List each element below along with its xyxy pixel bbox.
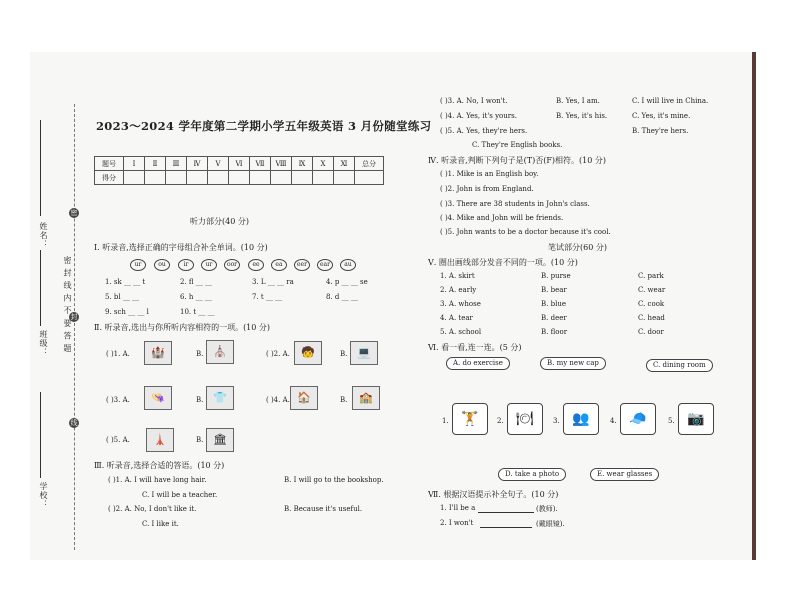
score-cell[interactable] xyxy=(145,171,166,185)
score-table-score-row xyxy=(95,171,384,185)
picture-number: 3. xyxy=(553,417,560,425)
q2-option-b: B. xyxy=(196,436,204,444)
people-picture-icon: 👥 xyxy=(563,403,599,435)
option-bubble: ur xyxy=(201,259,217,271)
match-option-d[interactable]: D. take a photo xyxy=(498,468,566,481)
q3-item-3-b: B. Yes, I am. xyxy=(556,97,600,105)
paper-edge xyxy=(752,52,756,560)
q1-item: 10. t __ __ xyxy=(180,308,215,316)
score-header-cell: Ⅷ xyxy=(271,157,292,171)
school-picture-icon: 🏫 xyxy=(352,386,380,410)
answer-blank[interactable] xyxy=(480,527,532,528)
writing-heading: 笔试部分(60 分) xyxy=(548,243,607,252)
dining-room-picture-icon: 🍽 xyxy=(507,403,543,435)
name-label: 姓名： xyxy=(39,222,48,249)
q3-title: Ⅲ. 听录音,选择合适的答语。(10 分) xyxy=(94,461,225,470)
q3-item-4-b: B. Yes, it's his. xyxy=(556,112,608,120)
q2-item-5: ( )5. A. xyxy=(106,436,130,444)
q3-item-4-c: C. Yes, it's mine. xyxy=(632,112,691,120)
q3-item-2-c: C. I like it. xyxy=(142,520,179,528)
score-cell[interactable] xyxy=(124,171,145,185)
score-header-cell: Ⅳ xyxy=(187,157,208,171)
match-option-b[interactable]: B. my new cap xyxy=(540,357,606,370)
score-cell[interactable] xyxy=(334,171,355,185)
q5-option: C. door xyxy=(638,328,664,336)
option-bubble: ir xyxy=(178,259,194,271)
q5-option: B. bear xyxy=(541,286,567,294)
score-header-cell: Ⅹ xyxy=(313,157,334,171)
q7-item-2: 2. I won't xyxy=(440,519,474,527)
listening-heading: 听力部分(40 分) xyxy=(190,217,249,226)
q3-item-3-c: C. I will live in China. xyxy=(632,97,709,105)
q3-item-5-c: C. They're English books. xyxy=(472,141,563,149)
q1-title: Ⅰ. 听录音,选择正确的字母组合补全单词。(10 分) xyxy=(94,243,268,252)
q6-title: Ⅵ. 看一看,连一连。(5 分) xyxy=(428,343,522,352)
school-field xyxy=(40,392,41,478)
score-cell[interactable] xyxy=(313,171,334,185)
q5-option: 4. A. tear xyxy=(440,314,473,322)
q1-item: 7. t __ __ xyxy=(252,293,283,301)
q1-item: 5. bl __ __ xyxy=(105,293,140,301)
q3-item-1-b: B. I will go to the bookshop. xyxy=(284,476,384,484)
q5-option: C. park xyxy=(638,272,664,280)
picture-number: 5. xyxy=(668,417,675,425)
q5-title: Ⅴ. 圈出画线部分发音不同的一项。(10 分) xyxy=(428,258,578,267)
q4-item: ( )1. Mike is an English boy. xyxy=(440,170,539,178)
q1-item: 2. fl __ __ xyxy=(180,278,213,286)
score-cell[interactable] xyxy=(271,171,292,185)
option-bubble: au xyxy=(340,259,356,271)
picture-number: 4. xyxy=(610,417,617,425)
option-bubble: ea xyxy=(271,259,287,271)
q5-option: 1. A. skirt xyxy=(440,272,475,280)
score-table xyxy=(94,156,384,185)
picture-number: 2. xyxy=(497,417,504,425)
option-bubble: ou xyxy=(154,259,170,271)
score-cell[interactable] xyxy=(229,171,250,185)
score-header-cell: Ⅰ xyxy=(124,157,145,171)
seal-line xyxy=(74,104,75,550)
q5-option: 3. A. whose xyxy=(440,300,481,308)
class-field xyxy=(40,250,41,326)
seal-mark-bottom: 线 xyxy=(70,419,78,427)
q2-option-b: B. xyxy=(196,396,204,404)
score-table-header-row xyxy=(95,157,384,171)
option-bubble: ear xyxy=(317,259,333,271)
boy-picture-icon: 🧒 xyxy=(294,341,322,365)
church-picture-icon: ⛪ xyxy=(206,340,234,364)
q7-item-1: 1. I'll be a xyxy=(440,504,476,512)
q2-item-4: ( )4. A. xyxy=(266,396,290,404)
score-cell[interactable] xyxy=(187,171,208,185)
q2-option-b: B. xyxy=(196,350,204,358)
tower-picture-icon: 🗼 xyxy=(146,428,174,452)
exercise-picture-icon: 🏋 xyxy=(452,403,488,435)
q1-item: 1. sk __ __ t xyxy=(105,278,146,286)
match-option-a[interactable]: A. do exercise xyxy=(446,357,510,370)
score-cell[interactable] xyxy=(250,171,271,185)
option-bubble: ee xyxy=(248,259,264,271)
option-bubble: ur xyxy=(130,259,146,271)
q3-item-5-a: ( )5. A. Yes, they're hers. xyxy=(440,127,528,135)
q5-option: 2. A. early xyxy=(440,286,477,294)
q5-option: B. purse xyxy=(541,272,571,280)
score-cell[interactable] xyxy=(355,171,384,185)
score-cell[interactable] xyxy=(292,171,313,185)
q3-item-2-a: ( )2. A. No, I don't like it. xyxy=(108,505,197,513)
option-bubble: eer xyxy=(294,259,310,271)
score-header-cell: Ⅲ xyxy=(166,157,187,171)
q4-item: ( )3. There are 38 students in John's class. xyxy=(440,200,590,208)
q7-hint-2: (戴眼镜). xyxy=(536,520,565,528)
seal-mark-top: 密 xyxy=(70,209,78,217)
computer-picture-icon: 💻 xyxy=(350,341,378,365)
q5-option: C. wear xyxy=(638,286,666,294)
q2-item-3: ( )3. A. xyxy=(106,396,130,404)
score-header-cell: Ⅱ xyxy=(145,157,166,171)
q3-item-3-a: ( )3. A. No, I won't. xyxy=(440,97,508,105)
q5-option: B. floor xyxy=(541,328,568,336)
exam-title: 2023～2024 学年度第二学期小学五年级英语 3 月份随堂练习 xyxy=(96,119,432,133)
q2-option-b: B. xyxy=(340,350,348,358)
q4-item: ( )2. John is from England. xyxy=(440,185,534,193)
q3-item-5-b: B. They're hers. xyxy=(632,127,689,135)
match-option-e[interactable]: E. wear glasses xyxy=(590,468,659,481)
score-cell[interactable] xyxy=(166,171,187,185)
boy-cap-picture-icon: 🧢 xyxy=(620,403,656,435)
q2-option-b: B. xyxy=(340,396,348,404)
score-header-cell: Ⅴ xyxy=(208,157,229,171)
palace-picture-icon: 🏛 xyxy=(206,428,234,452)
q1-item: 9. sch __ __ l xyxy=(105,308,149,316)
q3-item-2-b: B. Because it's useful. xyxy=(284,505,363,513)
score-header-cell: 总分 xyxy=(355,157,384,171)
score-header-cell: Ⅸ xyxy=(292,157,313,171)
tshirt-picture-icon: 👕 xyxy=(206,386,234,410)
q5-option: B. blue xyxy=(541,300,566,308)
q4-item: ( )5. John wants to be a doctor because it's cool. xyxy=(440,228,611,236)
q5-option: C. head xyxy=(638,314,665,322)
q2-item-2: ( )2. A. xyxy=(266,350,290,358)
q3-item-1-c: C. I will be a teacher. xyxy=(142,491,218,499)
score-header-cell: Ⅺ xyxy=(334,157,355,171)
name-field xyxy=(40,120,41,216)
q5-option: 5. A. school xyxy=(440,328,482,336)
q4-title: Ⅳ. 听录音,判断下列句子是(T)否(F)相符。(10 分) xyxy=(428,156,606,165)
q1-item: 4. p __ __ se xyxy=(326,278,368,286)
camera-picture-icon: 📷 xyxy=(678,403,714,435)
q4-item: ( )4. Mike and John will be friends. xyxy=(440,214,564,222)
match-option-c[interactable]: C. dining room xyxy=(646,359,713,372)
picture-number: 1. xyxy=(442,417,449,425)
q2-title: Ⅱ. 听录音,选出与你所听内容相符的一项。(10 分) xyxy=(94,323,271,332)
score-header-cell: Ⅶ xyxy=(250,157,271,171)
q3-item-4-a: ( )4. A. Yes, it's yours. xyxy=(440,112,517,120)
q1-item: 8. d __ __ xyxy=(326,293,358,301)
seal-notice: 密 封 线 内 不 要 答 题 xyxy=(63,256,72,353)
q2-item-1: ( )1. A. xyxy=(106,350,130,358)
answer-blank[interactable] xyxy=(478,512,534,513)
score-header-cell: Ⅵ xyxy=(229,157,250,171)
score-row-label: 得分 xyxy=(95,171,124,185)
q1-item: 6. h __ __ xyxy=(180,293,212,301)
seal-mark-middle: 封 xyxy=(70,313,78,321)
q5-option: B. deer xyxy=(541,314,567,322)
score-header-cell: 题号 xyxy=(95,157,124,171)
q5-option: C. cook xyxy=(638,300,665,308)
house-picture-icon: 🏠 xyxy=(290,386,318,410)
q3-item-1-a: ( )1. A. I will have long hair. xyxy=(108,476,207,484)
score-cell[interactable] xyxy=(208,171,229,185)
q7-hint-1: (教师). xyxy=(536,505,558,513)
q1-item: 3. L __ __ ra xyxy=(252,278,294,286)
school-label: 学校： xyxy=(39,482,48,509)
option-bubble: oor xyxy=(224,259,240,271)
class-label: 班级： xyxy=(39,330,48,357)
hat-picture-icon: 👒 xyxy=(144,386,172,410)
building-picture-icon: 🏰 xyxy=(144,341,172,365)
q7-title: Ⅶ. 根据汉语提示补全句子。(10 分) xyxy=(428,490,559,499)
